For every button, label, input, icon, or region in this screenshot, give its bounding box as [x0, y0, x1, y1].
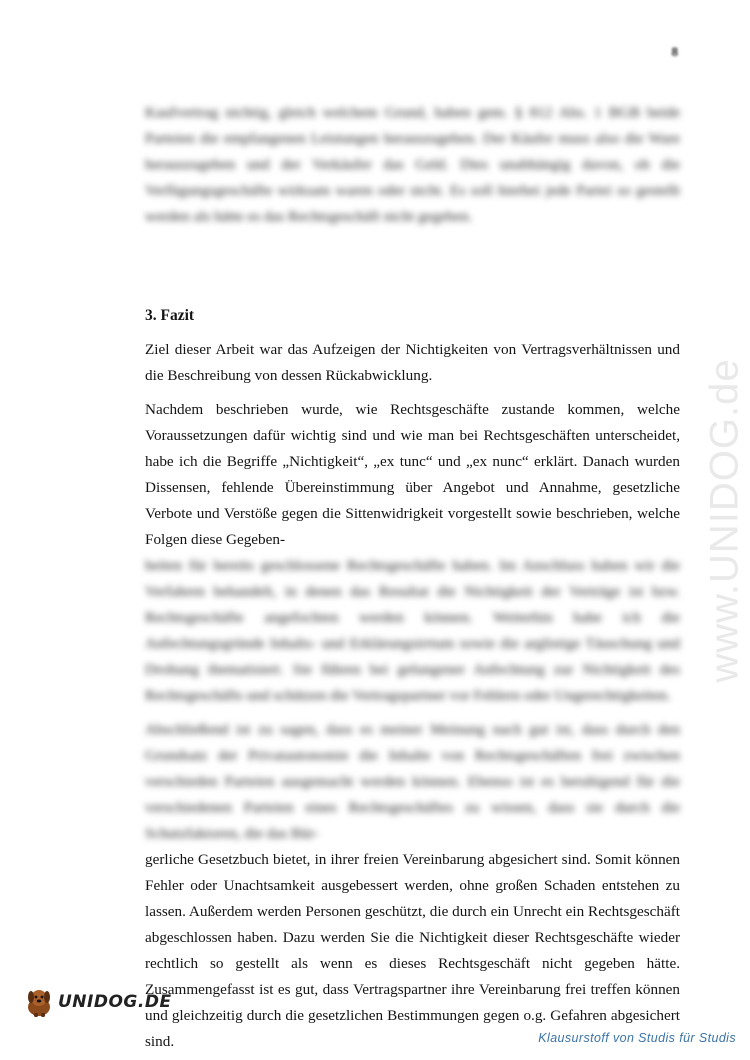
watermark — [702, 290, 747, 750]
dog-logo-icon — [22, 985, 56, 1019]
paragraph-summary-visible: Nachdem beschrieben wurde, wie Rechtsgeschäfte zustande kommen, welche Voraussetzungen dafür wichtig sind und wie man bei Rechtsgeschäften unterscheidet, habe ich die Begriffe „Nichtigkeit“, „ex tunc“ und „ex nunc“ erklärt. Danach wurden Dissensen, fehlende Übereinstimmung über Angebot und Annahme, gesetzliche Verbote und Verstöße gegen die Sittenwidrigkeit vorgestellt sowie beschrieben, welche Folgen diese Gegeben- — [145, 401, 680, 548]
paragraph-conclusion-blurred: Abschließend ist zu sagen, dass es meiner Meinung nach gut ist, dass durch den Grundsatz der Privatautonomie die Inhalte von Rechtsgeschäften frei zwischen verschieden Parteien ausgemacht werden können. Ebenso ist es beruhigend für die verschiedenen Parteien eines Rechtsgeschäftes zu wissen, dass sie durch die Schutzfaktoren, die das Bür- — [145, 721, 680, 842]
watermark-text: www.UNIDOG.de — [702, 357, 747, 683]
paragraph-summary-blurred: heiten für bereits geschlossene Rechtsgeschäfte haben. Im Anschluss haben wir die Verfahren behandelt, in denen das Resultat die Nichtigkeit der Verträge ist bzw. Rechtsgeschäfte angefochten werden können. Weiterhin habe ich die Anfechtungsgründe Inhalts- und Erklärungsirrtum sowie die arglistige Täuschung und Drohung thematisiert. Sie führen bei gelungener Anfechtung zur Nichtigkeit des Rechtsgeschäfts und schützen die Vertragspartner vor Fehlern oder Ungerechtigkeiten. — [145, 557, 680, 704]
blurred-top-paragraph: Kaufvertrag nichtig, gleich welchem Grund, haben gem. § 812 Abs. 1 BGB beide Parteien die empfangenen Leistungen herauszugeben. Der Käufer muss also die Ware herauszugeben und der Verkäufer das Geld. Dies unabhängig davon, ob die Verfügungsgeschäfte wirksam waren oder nicht. Es soll hierbei jede Partei so gestellt werden als hätte es das Rechtsgeschäft nicht gegeben. — [145, 104, 680, 225]
section-body — [145, 337, 680, 1055]
paragraph-conclusion-visible: gerliche Gesetzbuch bietet, in ihrer freien Vereinbarung abgesichert sind. Somit können Fehler oder Unachtsamkeit ausgebessert werden, ohne großen Schaden entstehen zu lassen. Außerdem werden Personen geschützt, die durch ein Unrecht ein Rechtsgeschäft abgeschlossen haben. Dazu werden Sie die Nichtigkeit dieser Rechtsgeschäfte wieder rechtlich so gestellt als wenn es dieses Rechtsgeschäft nicht gegeben hätte. Zusammengefasst ist es gut, dass Vertragspartner ihre Vereinbarung frei treffen können und gleichzeitig durch die gesetzlichen Bestimmungen gegen o.g. Gefahren abgesichert sind. — [145, 851, 680, 1050]
blurred-top-paragraph-block — [145, 100, 680, 230]
footer-tagline: Klausurstoff von Studis für Studis — [538, 1031, 736, 1045]
logo-text: UNIDOG.DE — [58, 992, 172, 1012]
section-heading: 3. Fazit — [145, 307, 195, 324]
footer-logo[interactable] — [22, 985, 172, 1019]
page-number: 8 — [671, 44, 678, 59]
paragraph-intro: Ziel dieser Arbeit war das Aufzeigen der Nichtigkeiten von Vertragsverhältnissen und die Beschreibung von dessen Rückabwicklung. — [145, 341, 680, 384]
